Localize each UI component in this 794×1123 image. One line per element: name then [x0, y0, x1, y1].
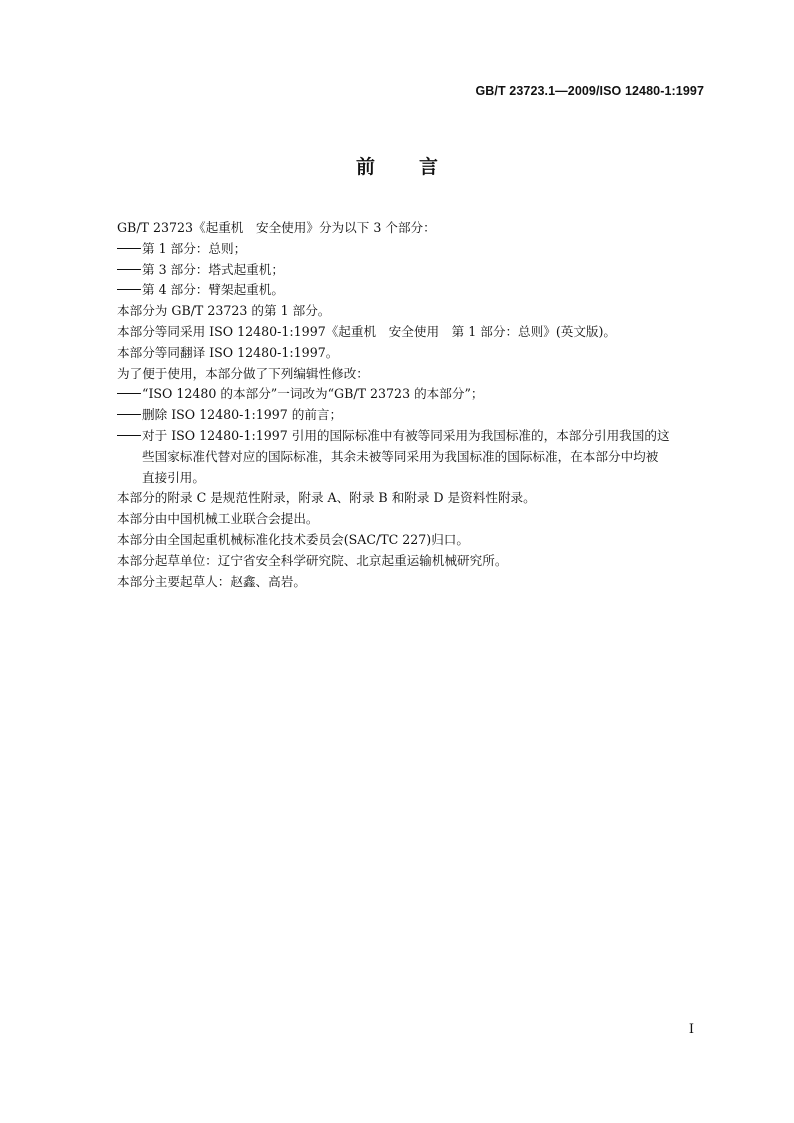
list-item-part4: [117, 280, 707, 301]
under-jurisdiction: 本部分由全国起重机械标准化技术委员会(SAC/TC 227)归口。: [117, 531, 469, 547]
list-item-text: 对于 ISO 12480-1:1997 引用的国际标准中有被等同采用为我国标准的，本部分引用我国的这: [142, 427, 670, 443]
list-item-text: 第 3 部分：塔式起重机；: [142, 261, 284, 277]
list-item-edit2: [117, 405, 707, 426]
list-item-edit1: [117, 384, 707, 405]
em-dash: [117, 393, 141, 394]
list-item-edit3: [117, 426, 707, 488]
list-item-continuation: 些国家标准代替对应的国际标准，其余未被等同采用为我国标准的国际标准，在本部分中均被: [142, 448, 659, 464]
list-item-continuation: 直接引用。: [142, 469, 205, 485]
annex-statement: 本部分的附录 C 是规范性附录，附录 A、附录 B 和附录 D 是资料性附录。: [117, 490, 536, 506]
list-item-part3: [117, 260, 707, 281]
drafting-units: 本部分起草单位：辽宁省安全科学研究院、北京起重运输机械研究所。: [117, 552, 508, 568]
list-item-part1: [117, 239, 707, 260]
equivalence-statement: 本部分等同采用 ISO 12480-1:1997《起重机 安全使用 第 1 部分：总则》(英文版)。: [117, 323, 617, 339]
main-drafters: 本部分主要起草人：赵鑫、高岩。: [117, 573, 306, 589]
standard-code-header: GB/T 23723.1—2009/ISO 12480-1:1997: [475, 84, 704, 98]
page-title: 前言: [355, 156, 482, 178]
proposed-by: 本部分由中国机械工业联合会提出。: [117, 511, 319, 527]
intro-paragraph: GB/T 23723《起重机 安全使用》分为以下 3 个部分：: [117, 220, 436, 235]
foreword-body: [117, 218, 707, 592]
em-dash: [117, 414, 141, 415]
edits-intro: 为了便于使用，本部分做了下列编辑性修改：: [117, 365, 369, 381]
list-item-text: “ISO 12480 的本部分”一词改为“GB/T 23723 的本部分”；: [142, 386, 484, 402]
page-number: I: [688, 1022, 694, 1037]
em-dash: [117, 435, 141, 436]
list-item-text: 第 1 部分：总则；: [142, 240, 247, 256]
list-item-text: 删除 ISO 12480-1:1997 的前言；: [142, 407, 343, 423]
translation-statement: 本部分等同翻译 ISO 12480-1:1997。: [117, 344, 339, 360]
part-statement: 本部分为 GB/T 23723 的第 1 部分。: [117, 303, 331, 319]
em-dash: [117, 289, 141, 290]
list-item-text: 第 4 部分：臂架起重机。: [142, 282, 284, 298]
em-dash: [117, 269, 141, 270]
em-dash: [117, 248, 141, 249]
